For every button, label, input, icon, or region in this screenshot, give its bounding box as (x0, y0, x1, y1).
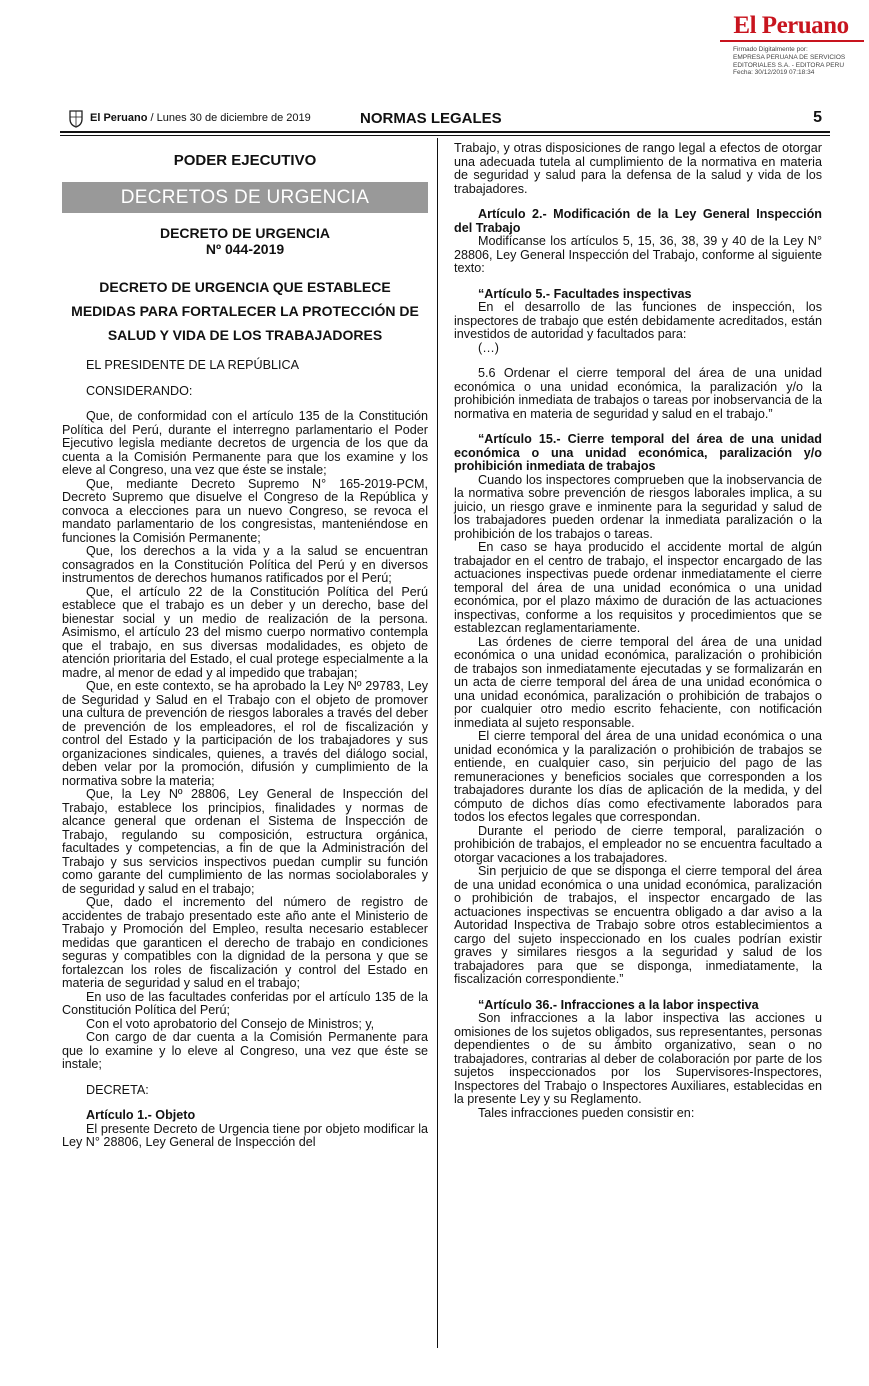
considerando-paragraph: Que, los derechos a la vida y a la salud se encuentran consagrados en la Constitución Política del Perú y en diversos instrumentos de derechos humanos ratificados por el Perú; (62, 544, 428, 585)
signature-line: EMPRESA PERUANA DE SERVICIOS (733, 53, 846, 61)
article-1-heading: Artículo 1.- Objeto (86, 1108, 196, 1122)
decree-title (62, 225, 428, 257)
article-36-paragraph: Son infracciones a la labor inspectiva las acciones u omisiones de los sujetos obligados, sus representantes, personas dependientes o de su ámbito organizativo, sean o no trabajadores, contrarias al deber de colaboración por parte de los sujetos inspeccionados por los Supervisores-Inspectores, Inspectores del Trabajo o Inspectores Auxiliares, establecidas en la presente Ley y su Reglamento. (454, 1011, 822, 1106)
spacer (62, 1072, 428, 1084)
header-rule-thin (60, 135, 830, 136)
decree-name-line: DECRETO DE URGENCIA QUE ESTABLECE (99, 279, 391, 295)
considerando-paragraph: Que, la Ley Nº 28806, Ley General de Inspección del Trabajo, establece los principios, finalidades y normas de alcance general que ordenan el Sistema de Inspección de Trabajo, regulando su composición, estructura orgánica, facultades y competencias, a fin de que la Administración del Trabajo y sus servicios inspectivos puedan cumplir su función como garante del cumplimiento de las normas sociolaborales y de seguridad y salud en el trabajo; (62, 787, 428, 896)
article-1-text: El presente Decreto de Urgencia tiene por objeto modificar la Ley N° 28806, Ley General de Inspección del (62, 1121, 428, 1149)
considerando-paragraph: Que, dado el incremento del número de registro de accidentes de trabajo presentado este año ante el Ministerio de Trabajo y Promoción del Empleo, resulta necesario establecer medidas que garanticen el derecho de trabajo en condiciones seguras y compatibles con la dignidad de la persona y que se fortalezcan los roles de fiscalización y control del Estado en materia de seguridad y salud en el trabajo; (62, 895, 428, 990)
digital-signature (733, 46, 863, 77)
header-paper-date (90, 112, 311, 124)
signature-line: Fecha: 30/12/2019 07:18:34 (733, 69, 815, 77)
considerando-label: CONSIDERANDO: (86, 383, 193, 398)
considerando-paragraph: Con el voto aprobatorio del Consejo de Ministros; y, (86, 1016, 375, 1031)
considerando-paragraph: Que, mediante Decreto Supremo N° 165-2019-PCM, Decreto Supremo que disuelve el Congreso de la República y convoca a elecciones para un nuevo Congreso, se revoca el mandato parlamentario de los congresistas, manteniéndose en funciones la Comisión Permanente; (62, 476, 428, 545)
signature-line: EDITORIALES S.A. - EDITORA PERU (733, 61, 845, 69)
article-5-heading: “Artículo 5.- Facultades inspectivas (478, 286, 692, 301)
president-line: EL PRESIDENTE DE LA REPÚBLICA (86, 358, 299, 372)
brand-rule (720, 40, 864, 42)
right-column (454, 142, 822, 1120)
considerando-paragraph: En uso de las facultades conferidas por el artículo 135 de la Constitución Política del Perú; (62, 989, 428, 1017)
page-header (60, 106, 830, 132)
article-15-heading: “Artículo 15.- Cierre temporal del área de una unidad económica o una unidad económica, paralización y/o prohibición inmediata de trabajos (454, 432, 822, 473)
coat-of-arms-icon (68, 109, 84, 128)
considerando-paragraph: Que, en este contexto, se ha aprobado la Ley Nº 29783, Ley de Seguridad y Salud en el Trabajo con el objeto de promover una cultura de prevención de riesgos laborales a través del deber de prevención de los empleadores, el rol de fiscalización y control del Estado y la participación de los trabajadores y sus organizaciones sindicales, quienes, a través del diálogo social, deben velar por la promoción, difusión y cumplimiento de la normativa sobre la materia; (62, 679, 428, 788)
brand-logo: El Peruano (733, 12, 849, 39)
page-number: 5 (813, 109, 822, 126)
header-date: Lunes 30 de diciembre de 2019 (156, 112, 311, 124)
article-2-text: Modifícanse los artículos 5, 15, 36, 38, 39 y 40 de la Ley N° 28806, Ley General Inspección del Trabajo, conforme al siguiente texto: (454, 234, 822, 275)
decree-name-line: MEDIDAS PARA FORTALECER LA PROTECCIÓN DE (71, 303, 419, 319)
section-title: PODER EJECUTIVO (173, 152, 317, 169)
continuation-paragraph: Trabajo, y otras disposiciones de rango legal a efectos de otorgar una adecuada tutela al cumplimiento de la normativa en materia de seguridad y salud para la defensa de la salud y vida de los trabajadores. (454, 141, 822, 196)
article-2-heading: Artículo 2.- Modificación de la Ley General Inspección del Trabajo (454, 207, 822, 235)
article-15-paragraph: Sin perjuicio de que se disponga el cierre temporal del área de una unidad económica o una unidad económica, paralización o prohibición de trabajos, el inspector encargado de las actuaciones inspectivas se encuentra obligado a dar aviso a la Autoridad Inspectiva de Trabajo sobre otros establecimientos a cargo del sujeto inspeccionado en los cuales podrían existir graves y similares riesgos a la seguridad y salud de los trabajadores para que se disponga, inmediatamente, la fiscalización correspondiente.” (454, 864, 822, 986)
article-15-paragraph: El cierre temporal del área de una unidad económica o una unidad económica y la paralización o prohibición de trabajos se entiende, en cualquier caso, sin perjuicio del pago de las remuneraciones y beneficios sociales que corresponden a los trabajadores durante los días de aplicación de la medida, y del cómputo de dichos días como efectivamente laborados para todos los efectos legales que correspondan. (454, 729, 822, 824)
considerando-paragraph: Que, el artículo 22 de la Constitución Política del Perú establece que el trabajo es un deber y un derecho, base del bienestar social y un medio de realización de la persona. Asimismo, el artículo 23 del mismo cuerpo normativo contempla que el trabajo, en sus diversas modalidades, es objeto de atención prioritaria del Estado, el cual protege especialmente a la madre, al menor de edad y al impedido que trabajan; (62, 584, 428, 680)
considerando-paragraph: Con cargo de dar cuenta a la Comisión Permanente para que lo examine y lo eleve al Congreso, una vez que éste se instale; (62, 1030, 428, 1071)
article-15-paragraph: En caso se haya producido el accidente mortal de algún trabajador en el centro de trabajo, el inspector encargado de las actuaciones inspectivas puede ordenar inmediatamente el cierre temporal del área de una unidad económica o una unidad económica, por el plazo máximo de duración de las actuaciones inspectivas, conforme a los requisitos y procedimientos que se establezcan reglamentariamente. (454, 540, 822, 635)
article-36-heading: “Artículo 36.- Infracciones a la labor inspectiva (478, 997, 759, 1012)
decree-name (62, 275, 428, 347)
header-separator: / (150, 112, 157, 124)
article-5-6-text: 5.6 Ordenar el cierre temporal del área de una unidad económica o una unidad económica, la paralización y/o la prohibición inmediata de trabajos o tareas por inobservancia de la normativa en materia de seguridad y salud en el trabajo.” (454, 366, 822, 421)
considerando-paragraph: Que, de conformidad con el artículo 135 de la Constitución Política del Perú, durante el interregno parlamentario el Poder Ejecutivo legisla mediante decretos de urgencia de los que da cuenta a la Comisión Permanente para que los examine y los eleve al Congreso, una vez que éste se instale; (62, 409, 428, 477)
category-band: DECRETOS DE URGENCIA (62, 182, 428, 214)
decreta-label: DECRETA: (86, 1082, 149, 1097)
article-36-paragraph: Tales infracciones pueden consistir en: (478, 1105, 695, 1120)
spacer (454, 276, 822, 288)
decree-title-line: DECRETO DE URGENCIA (159, 225, 331, 241)
article-15-paragraph: Durante el periodo de cierre temporal, paralización o prohibición de trabajos, el empleador no se encuentra facultado a otorgar vacaciones a los trabajadores. (454, 823, 822, 865)
header-paper-name: El Peruano (90, 112, 148, 124)
article-15-paragraph: Cuando los inspectores comprueben que la inobservancia de la normativa sobre prevención de riesgos laborales implica, a su juicio, un riesgo grave e inminente para la seguridad y salud de los trabajadores pueden ordenar la inmediata paralización o la prohibición de los trabajos o tareas. (454, 472, 822, 541)
header-rule (60, 131, 830, 133)
article-5-text: En el desarrollo de las funciones de inspección, los inspectores de trabajo que estén debidamente acreditados, están investidos de autoridad y facultados para: (454, 300, 822, 341)
signature-line: Firmado Digitalmente por: (733, 46, 808, 53)
header-section: NORMAS LEGALES (360, 110, 502, 127)
article-15-paragraph: Las órdenes de cierre temporal del área de una unidad económica o una unidad económica, paralización o prohibición de trabajos son inmediatamente ejecutadas y se formalizarán en un acta de cierre temporal del área de una unidad económica o una unidad económica, paralización o prohibición de trabajos o por cualquier otro medio escrito fehaciente, con notificación inmediata al sujeto responsable. (454, 634, 822, 730)
ellipsis: (…) (478, 340, 499, 355)
decree-number: Nº 044-2019 (205, 241, 285, 257)
decree-name-line: SALUD Y VIDA DE LOS TRABAJADORES (107, 327, 383, 343)
column-divider (437, 138, 438, 1348)
left-column (62, 142, 428, 1150)
spacer (454, 987, 822, 999)
